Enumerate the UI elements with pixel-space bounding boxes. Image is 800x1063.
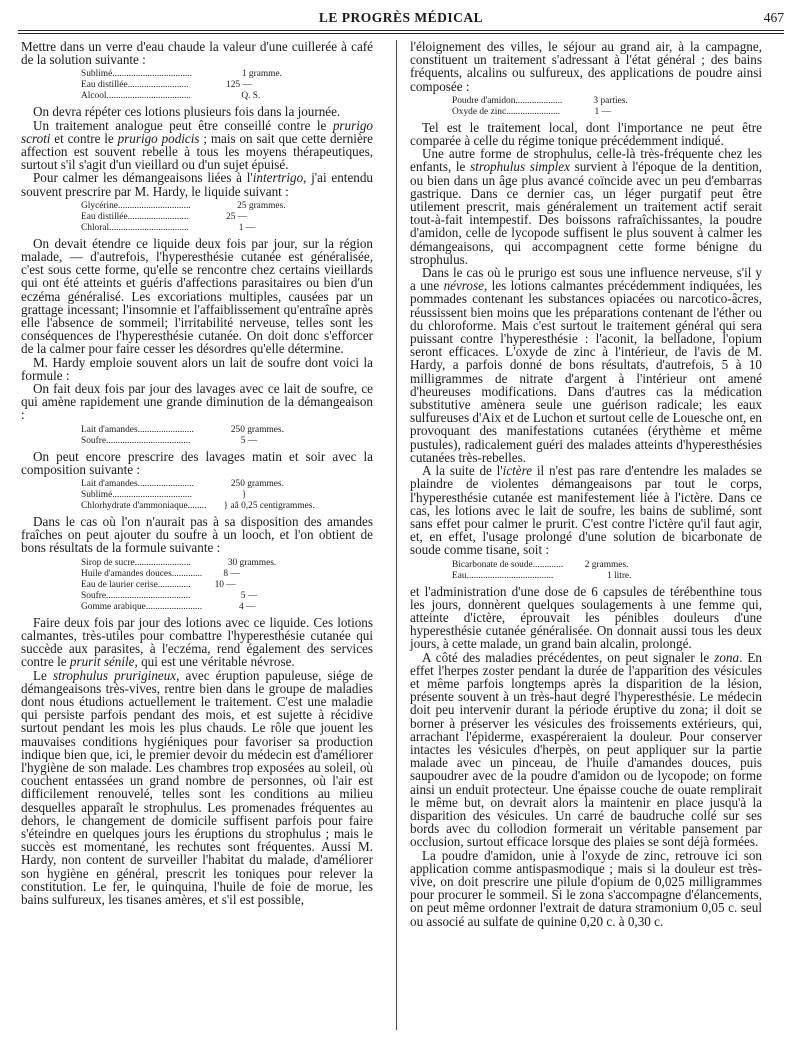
running-header xyxy=(18,4,784,30)
italic-term: strophulus prurigineux xyxy=(52,667,177,683)
dot-leader: .................................... xyxy=(106,590,191,601)
dot-leader: .......................... xyxy=(127,211,189,222)
dot-leader: .................................. xyxy=(112,490,192,501)
italic-term: prurigo podicis xyxy=(117,130,200,146)
text-run: survient à l'époque de la dentition, ou bien dans un âge plus avancé coïncide avec un peu d'embarras gastrique. Dans ce dernier cas, un léger purgatif peut être utilement prescrit, mais généralement un traitement actif serait tout-à-fait intempestif. Des boissons rafraîchissantes, la poudre d'amidon, celle de lycopode suffisent le plus souvent à calmer les démangeaisons, qui accompagnent cette forme bénigne du strophulus. xyxy=(410,159,762,267)
ingredient-name: Eau distillée xyxy=(81,80,128,91)
ingredient-name: Chlorhydrate d'ammoniaque xyxy=(81,501,188,512)
quantity: } aâ 0,25 centigrammes. xyxy=(223,501,315,512)
paragraph xyxy=(21,237,373,356)
text-run: On fait deux fois par jour des lavages avec ce lait de soufre, ce qui amène rapidement une grande diminution de la démangeaison : xyxy=(21,381,373,423)
header-rule-thick xyxy=(18,30,784,31)
formula-row xyxy=(21,69,373,80)
quantity: 25 — xyxy=(226,211,248,222)
text-run: Un traitement analogue peut être conseillé contre le xyxy=(33,117,333,133)
quantity: 25 grammes. xyxy=(237,200,286,211)
prescription-formula xyxy=(410,560,762,582)
dot-leader: .................... xyxy=(515,95,563,106)
paragraph xyxy=(410,585,762,651)
formula-row xyxy=(21,490,373,501)
dot-leader: ............. xyxy=(532,559,564,570)
formula-row xyxy=(410,107,762,118)
text-run: Dans le cas où l'on n'aurait pas à sa disposition des amandes fraîches on peut ajouter du soufre à un looch, et l'on obtient de bons résultats de la formule suivante : xyxy=(21,514,373,556)
dot-leader: ........ xyxy=(187,501,207,512)
formula-row xyxy=(21,558,373,569)
ingredient-name: Oxyde de zinc xyxy=(452,106,507,117)
ingredient-name: Sublimé xyxy=(81,490,113,501)
quantity: } xyxy=(241,490,247,501)
paragraph xyxy=(410,266,762,464)
left-column xyxy=(21,40,373,906)
quantity: 10 — xyxy=(214,579,236,590)
ingredient-name: Huile d'amandes douces xyxy=(81,568,172,579)
quantity: 2 grammes. xyxy=(584,559,629,570)
ingredient-name: Eau de laurier cerise xyxy=(81,579,158,590)
ingredient-name: Alcool xyxy=(81,91,107,102)
quantity: 8 — xyxy=(223,568,240,579)
formula-row xyxy=(21,580,373,591)
text-run: Faire deux fois par jour des lotions avec ce liquide. Ces lotions calmantes, très-utiles pour combattre l'hyperesthésie cutanée qui succède aux parasites, à l'eczéma, rend également des services contre le xyxy=(21,614,373,670)
dot-leader: ....................... xyxy=(506,106,561,117)
text-run: A côté des maladies précédentes, on peut signaler le xyxy=(422,649,715,665)
text-run: Mettre dans un verre d'eau chaude la valeur d'une cuillerée à café de la solution suivante : xyxy=(21,39,373,68)
dot-leader: ..................................... xyxy=(466,570,554,581)
prescription-formula xyxy=(21,201,373,234)
text-run: La poudre d'amidon, unie à l'oxyde de zinc, retrouve ici son application comme antispasmodique ; mais si la douleur est très-vive, on doit prescrire une pilule d'opium de 0,025 milligrammes pour procurer le sommeil. Si le zona s'accompagne d'élancements, on peut même ordonner l'extrait de datura stramonium 0,05 c. seul ou associé au sulfate de quinine 0,20 c. à 0,30 c. xyxy=(410,847,762,929)
dot-leader: ........................ xyxy=(134,557,191,568)
formula-row xyxy=(21,223,373,234)
text-run: Le xyxy=(33,667,53,683)
formula-row xyxy=(410,571,762,582)
formula-row xyxy=(21,501,373,512)
text-run: A la suite de l' xyxy=(422,463,503,479)
header-rule-thin xyxy=(18,33,784,34)
paragraph xyxy=(410,849,762,928)
text-run: l'éloignement des villes, le séjour au grand air, à la campagne, constituent un traitement s'adressant à l'état général ; des bains fréquents, alcalins ou sulfureux, des applications de poudre ainsi composée : xyxy=(410,39,762,94)
formula-row xyxy=(21,212,373,223)
paragraph xyxy=(21,616,373,669)
prescription-formula xyxy=(21,69,373,102)
ingredient-name: Gomme arabique xyxy=(81,601,146,612)
text-run: et l'administration d'une dose de 6 capsules de térébenthine tous les jours, donnèrent quelques soulagements à une femme qui, atteinte d'ictère, éprouvait les pénibles douleurs d'une hyperesthésie cutanée généralisée. On donnait aussi tous les deux jours, à cette malade, un grand bain alcalin, prolongé. xyxy=(410,583,762,652)
paragraph xyxy=(21,515,373,555)
quantity: 5 — xyxy=(240,435,258,446)
dot-leader: .............. xyxy=(157,579,191,590)
paragraph xyxy=(410,464,762,556)
dot-leader: ............. xyxy=(171,568,203,579)
text-run: Pour calmer les démangeaisons liées à l' xyxy=(33,170,253,186)
dot-leader: ........................ xyxy=(145,601,203,612)
text-run: . En effet l'herpes zoster pendant la durée de l'apparition des vésicules et même parfois longtemps après la disparition de la lésion, présente souvent à un très-haut degré l'hyperesthésie. Le médecin doit peu intervenir durant la période éruptive du zona; il doit se borner à préserver les vésicules des froissements extérieurs, qui, arrachant l'épiderme, exaspéreraient la douleur. Pour conserver intactes les vésicules d'herpès, on peut appliquer sur la partie malade avec un pinceau, de l'huile d'amandes douces, puis saupoudrer avec de la poudre d'amidon ou de lycopode; on forme ainsi un enduit protecteur. Une épaisse couche de ouate remplirait le même but, on devrait alors la maintenir en place jusqu'à la disparition des vésicules. Un carré de baudruche collé sur ses bords avec du collodion formerait un véritable pansement par occlusion, surtout efficace lorsque des plaies se sont déjà formées. xyxy=(410,649,762,850)
dot-leader: ........................ xyxy=(137,424,194,435)
dot-leader: ........................ xyxy=(137,479,194,490)
dot-leader: .................................. xyxy=(112,69,192,80)
prescription-formula xyxy=(21,558,373,613)
ingredient-name: Glycérine xyxy=(81,200,118,211)
paragraph xyxy=(410,40,762,93)
italic-term: névrose xyxy=(443,278,484,294)
column-divider xyxy=(396,40,397,1030)
formula-row xyxy=(21,425,373,436)
quantity: 3 parties. xyxy=(593,95,628,106)
text-run: , qui est une véritable névrose. xyxy=(134,654,295,670)
text-run: Dans le cas où le prurigo est sous une influence nerveuse, s'il y a une xyxy=(410,265,762,294)
italic-term: intertrigo xyxy=(252,170,304,186)
prescription-formula xyxy=(21,425,373,447)
ingredient-name: Chloral xyxy=(81,222,110,233)
paragraph xyxy=(21,40,373,66)
quantity: 250 grammes. xyxy=(230,479,284,490)
ingredient-name: Bicarbonate de soude xyxy=(452,559,533,570)
formula-row xyxy=(21,80,373,91)
ingredient-name: Poudre d'amidon xyxy=(452,95,516,106)
ingredient-name: Eau distillée xyxy=(81,211,128,222)
right-column xyxy=(410,40,762,928)
dot-leader: .................................... xyxy=(106,91,191,102)
text-run: Une autre forme de strophulus, celle-là très-fréquente chez les enfants, le xyxy=(410,146,762,175)
formula-row xyxy=(21,436,373,447)
ingredient-name: Sirop de sucre xyxy=(81,557,135,568)
text-run: , avec éruption papuleuse, siége de démangeaisons très-vives, rentre bien dans le groupe de maladies dont nous étudions actuellement le traitement. C'est une maladie qui persiste parfois pendant des mois, et est sujette à récidive surtout pendant les mois les plus chauds. Le rôle que jouent les mauvaises conditions hygiéniques pour favoriser sa production indique bien que, ici, le premier devoir du médecin est d'améliorer l'hygiène de son malade. Les chambres trop exposées au soleil, où couchent entassées un grand nombre de personnes, où l'air est difficilement renouvelé, telles sont les conditions au milieu desquelles apparaît le strophulus. Les promenades fréquentes au dehors, le changement de domicile suffisent parfois pour faire s'éteindre en quelques jours les éruptions du strophulus ; mais le succès est momentané, les rechutes sont fréquentes. Aussi M. Hardy, non content de surveiller l'habitat du malade, d'améliorer son hygiène en général, prescrit les toniques pour relever la constitution. Le fer, le quinquina, l'huile de foie de morue, les bains sulfureux, les tisanes amères, et s'il est possible, xyxy=(21,667,373,907)
formula-row xyxy=(410,560,762,571)
formula-row xyxy=(21,201,373,212)
italic-term: strophulus simplex xyxy=(470,159,570,175)
text-run: , j'ai entendu souvent prescrire par M. Hardy, le liquide suivant : xyxy=(21,170,373,199)
text-run: il n'est pas rare d'entendre les malades se plaindre de violentes démangeaisons par tout le corps, l'hyperesthésie cutanée est manifestement liée à l'ictère. Dans ce cas, les lotions avec le lait de soufre, les bains de sublimé, sont sans effet pour calmer le prurit. C'est contre l'ictère qu'il faut agir, et, en effet, l'usage prolongé d'une solution de bicarbonate de soude comme tisane, soit : xyxy=(410,463,762,558)
italic-term: prurit sénile xyxy=(69,654,135,670)
quantity: Q. S. xyxy=(241,91,261,102)
dot-leader: .......................... xyxy=(127,80,189,91)
paragraph xyxy=(21,382,373,422)
prescription-formula xyxy=(410,96,762,118)
text-run: M. Hardy emploie souvent alors un lait de soufre dont voici la formule : xyxy=(21,354,373,383)
text-run: Tel est le traitement local, dont l'importance ne peut être comparée à celle du régime tonique précédemment indiqué. xyxy=(410,119,762,149)
ingredient-name: Soufre xyxy=(81,590,106,601)
ingredient-name: Soufre xyxy=(81,435,106,446)
prescription-formula xyxy=(21,479,373,512)
page-number: 467 xyxy=(763,10,784,25)
formula-row xyxy=(21,602,373,613)
ingredient-name: Lait d'amandes xyxy=(81,479,138,490)
formula-row xyxy=(21,91,373,102)
quantity: 4 — xyxy=(239,601,256,612)
italic-term: zona xyxy=(714,649,740,665)
dot-leader: .................................... xyxy=(106,435,191,446)
formula-row xyxy=(410,96,762,107)
quantity: 5 — xyxy=(240,590,258,601)
text-run: , les lotions calmantes précédemment indiquées, les pommades contenant les substances opiacées ou narcotico-âcres, réussissent bien moins que les préparations contenant de l'éther ou du chloroforme. Mais c'est surtout le traitement général qui sera puissant contre l'hyperesthésie : l'aconit, la belladone, l'opium seront efficaces. L'oxyde de zinc à l'intérieur, de l'avis de M. Hardy, a parfois donné de bons résultats, d'autrefois, 5 à 10 milligrammes de nitrate d'argent à l'intérieur ont amené d'heureuses modifications. Dans d'autres cas la médication substitutive amènera seule une guérison radicale; les eaux sulfureuses d'Aix et de Luchon et surtout celle de Louesche ont, en provoquant des manifestations cutanées (érythème et même pustules), radicalement guéri des malades atteints d'hyperesthésies cutanées très-rebelles. xyxy=(410,278,762,465)
ingredient-name: Lait d'amandes xyxy=(81,424,138,435)
formula-row xyxy=(21,479,373,490)
dot-leader: .................................. xyxy=(109,222,189,233)
formula-row xyxy=(21,569,373,580)
paragraph xyxy=(21,450,373,476)
paragraph xyxy=(410,147,762,266)
quantity: 250 grammes. xyxy=(230,424,284,435)
paragraph xyxy=(21,669,373,907)
text-run: On devait étendre ce liquide deux fois par jour, sur la région malade, — d'autrefois, l'hyperesthésie cutanée est généralisée, c'est sous cette forme, qu'elle se rencontre chez certains vieillards qui ont été atteints et guéris d'affections parasitaires ou bien d'un eczéma généralisé. Les excoriations multiples, causées par un grattage incessant; l'insomnie et l'affaiblissement qu'entraîne après elle l'absence de sommeil; l'irritabilité nerveuse, telles sont les conséquences de l'hyperesthésie cutanée. On doit donc s'efforcer de la calmer pour faire cesser les désordres qu'elle détermine. xyxy=(21,235,373,357)
dot-leader: ............................... xyxy=(117,200,191,211)
text-run: et contre le xyxy=(50,130,118,146)
paragraph xyxy=(21,171,373,197)
paragraph xyxy=(410,121,762,147)
journal-title: LE PROGRÈS MÉDICAL xyxy=(318,10,484,25)
text-run: On peut encore prescrire des lavages matin et soir avec la composition suivante : xyxy=(21,448,373,477)
text-run: On devra répéter ces lotions plusieurs fois dans la journée. xyxy=(33,104,341,120)
quantity: 1 — xyxy=(238,222,256,233)
quantity: 30 grammes. xyxy=(227,557,277,568)
paragraph xyxy=(21,356,373,382)
quantity: 125 — xyxy=(226,80,252,91)
paragraph xyxy=(21,119,373,172)
paragraph xyxy=(410,651,762,849)
quantity: 1 gramme. xyxy=(241,69,282,80)
italic-term: ictère xyxy=(502,463,533,479)
ingredient-name: Eau xyxy=(452,570,467,581)
ingredient-name: Sublimé xyxy=(81,69,113,80)
text-run: ; mais on sait que cette dernière affection est souvent rebelle à tous les moyens thérapeutiques, surtout s'il s'agit d'un vieillard ou d'un sujet épuisé. xyxy=(21,130,373,173)
formula-row xyxy=(21,591,373,602)
italic-term: prurigo scroti xyxy=(21,117,373,146)
quantity: 1 — xyxy=(594,106,611,117)
quantity: 1 litre. xyxy=(606,570,632,581)
